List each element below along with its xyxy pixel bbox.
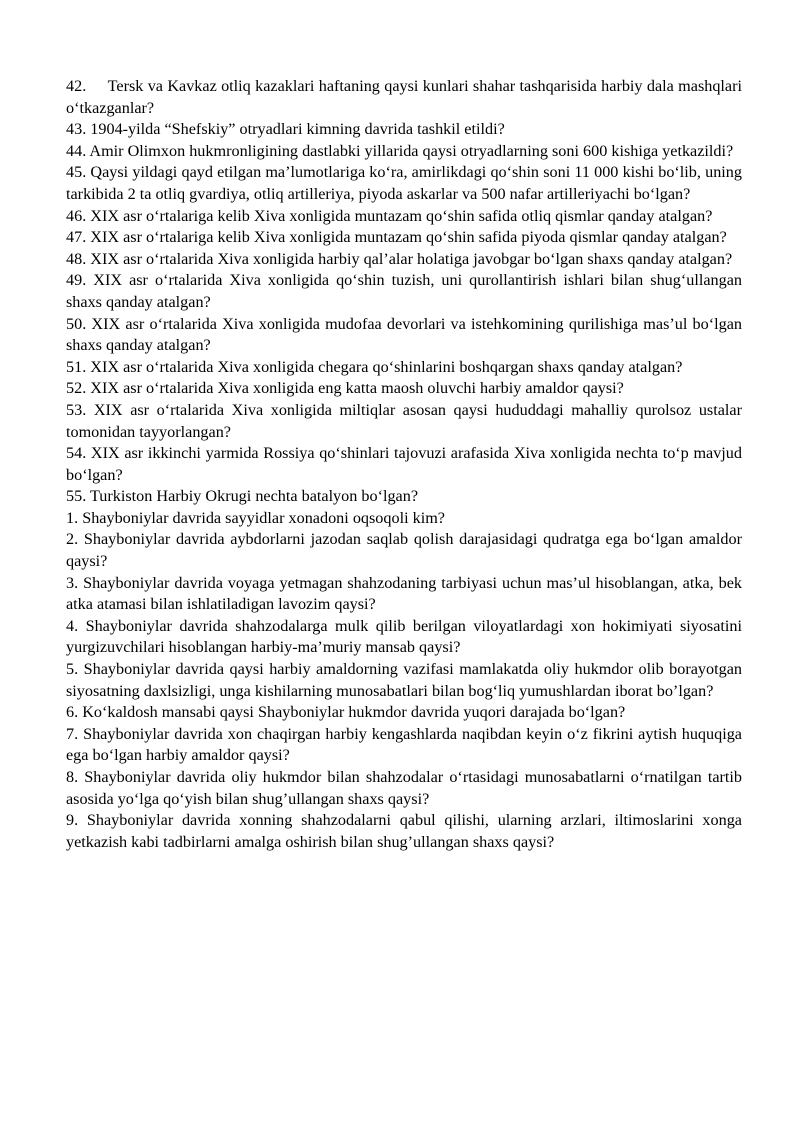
- question-50: 50. XIX asr o‘rtalarida Xiva xonligida mudofaa devorlari va istehkomining qurilishiga mas’ul bo‘lgan shaxs qanday atalgan?: [66, 314, 742, 355]
- question-2: 2. Shayboniylar davrida aybdorlarni jazodan saqlab qolish darajasidagi qudratga ega bo‘lgan amaldor qaysi?: [66, 530, 742, 571]
- document-page: [66, 76, 742, 853]
- question-7: 7. Shayboniylar davrida xon chaqirgan harbiy kengashlarda naqibdan keyin o‘z fikrini aytish huquqiga ega bo‘lgan harbiy amaldor qaysi?: [66, 724, 742, 765]
- question-8: 8. Shayboniylar davrida oliy hukmdor bilan shahzodalar o‘rtasidagi munosabatlarni o‘rnatilgan tartib asosida yo‘lga qo‘yish bilan shug’ullangan shaxs qaysi?: [66, 768, 742, 808]
- question-46: 46. XIX asr o‘rtalariga kelib Xiva xonligida muntazam qo‘shin safida otliq qismlar qanday atalgan?: [66, 206, 713, 225]
- question-45: 45. Qaysi yildagi qayd etilgan ma’lumotlariga ko‘ra, amirlikdagi qo‘shin soni 11 000 kishi bo‘lib, uning tarkibida 2 ta otliq gvardiya, otliq artilleriya, piyoda askarlar va 500 nafar artilleriyachi bo‘lgan?: [66, 163, 742, 203]
- question-47: 47. XIX asr o‘rtalariga kelib Xiva xonligida muntazam qo‘shin safida piyoda qismlar qanday atalgan?: [66, 228, 727, 247]
- question-51: 51. XIX asr o‘rtalarida Xiva xonligida chegara qo‘shinlarini boshqargan shaxs qanday atalgan?: [66, 357, 683, 376]
- question-5: 5. Shayboniylar davrida qaysi harbiy amaldorning vazifasi mamlakatda oliy hukmdor olib borayotgan siyosatning daxlsizligi, unga kishilarning munosabatlari bilan bog‘liq yumushlardan iborat bo’lgan?: [66, 660, 742, 700]
- question-48: 48. XIX asr o‘rtalarida Xiva xonligida harbiy qal’alar holatiga javobgar bo‘lgan shaxs qanday atalgan?: [66, 249, 733, 268]
- question-3: 3. Shayboniylar davrida voyaga yetmagan shahzodaning tarbiyasi uchun mas’ul hisoblangan, atka, bek atka atamasi bilan ishlatiladigan lavozim qaysi?: [66, 573, 742, 614]
- question-6: 6. Ko‘kaldosh mansabi qaysi Shayboniylar hukmdor davrida yuqori darajada bo‘lgan?: [66, 703, 626, 722]
- question-55: 55. Turkiston Harbiy Okrugi nechta batalyon bo‘lgan?: [66, 487, 419, 506]
- question-9: 9. Shayboniylar davrida xonning shahzodalarni qabul qilishi, ularning arzlari, iltimoslarini xonga yetkazish kabi tadbirlarni amalga oshirish bilan shug’ullangan shaxs qaysi?: [66, 811, 742, 851]
- question-44: 44. Amir Olimxon hukmronligining dastlabki yillarida qaysi otryadlarning soni 600 kishiga yetkazildi?: [66, 141, 734, 160]
- question-49: 49. XIX asr o‘rtalarida Xiva xonligida qo‘shin tuzish, uni qurollantirish ishlari bilan shug‘ullangan shaxs qanday atalgan?: [66, 271, 742, 311]
- question-54: 54. XIX asr ikkinchi yarmida Rossiya qo‘shinlari tajovuzi arafasida Xiva xonligida nechta to‘p mavjud bo‘lgan?: [66, 444, 742, 484]
- question-1: 1. Shayboniylar davrida sayyidlar xonadoni oqsoqoli kim?: [66, 508, 445, 527]
- question-52: 52. XIX asr o‘rtalarida Xiva xonligida eng katta maosh oluvchi harbiy amaldor qaysi?: [66, 379, 624, 398]
- question-53: 53. XIX asr o‘rtalarida Xiva xonligida miltiqlar asosan qaysi hududdagi mahalliy qurolsoz ustalar tomonidan tayyorlangan?: [66, 400, 742, 441]
- question-43: 43. 1904-yilda “Shefskiy” otryadlari kimning davrida tashkil etildi?: [66, 120, 505, 139]
- question-4: 4. Shayboniylar davrida shahzodalarga mulk qilib berilgan viloyatlardagi xon hokimiyati siyosatini yurgizuvchilari hisoblangan harbiy-ma’muriy mansab qaysi?: [66, 616, 742, 657]
- question-42: 42. Tersk va Kavkaz otliq kazaklari haftaning qaysi kunlari shahar tashqarisida harbiy dala mashqlari o‘tkazganlar?: [66, 77, 742, 117]
